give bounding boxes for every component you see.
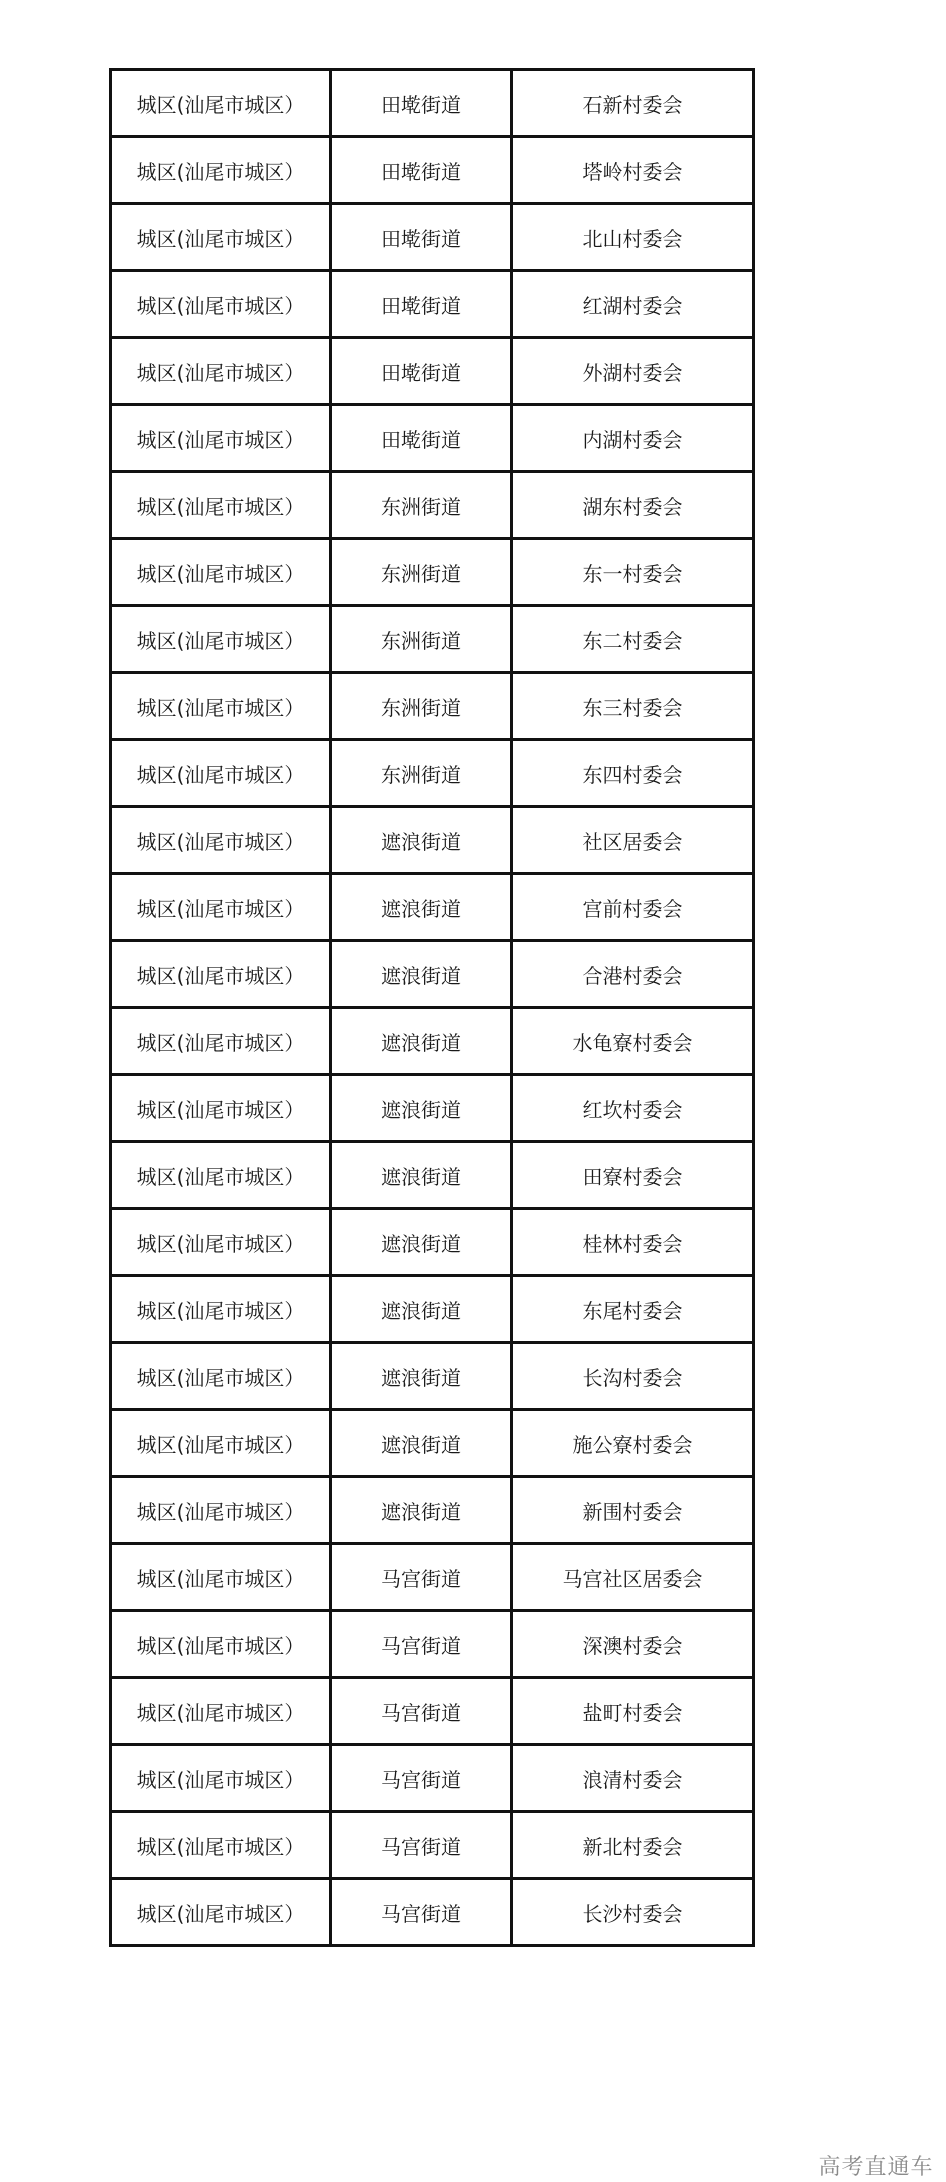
table-row [111,472,754,539]
district-cell: 城区(汕尾市城区） [111,1343,331,1410]
table-row [111,1276,754,1343]
district-cell: 城区(汕尾市城区） [111,1276,331,1343]
district-cell: 城区(汕尾市城区） [111,1410,331,1477]
committee-cell: 合港村委会 [512,941,754,1008]
street-cell: 东洲街道 [331,606,512,673]
district-cell: 城区(汕尾市城区） [111,137,331,204]
street-cell: 田墘街道 [331,70,512,137]
table-row [111,1745,754,1812]
district-cell: 城区(汕尾市城区） [111,740,331,807]
street-cell: 遮浪街道 [331,1410,512,1477]
district-cell: 城区(汕尾市城区） [111,1209,331,1276]
street-cell: 东洲街道 [331,539,512,606]
street-cell: 田墘街道 [331,405,512,472]
table-row [111,807,754,874]
table-row [111,673,754,740]
street-cell: 马宫街道 [331,1879,512,1946]
table-row [111,1343,754,1410]
table-row [111,70,754,137]
street-cell: 遮浪街道 [331,1209,512,1276]
committee-cell: 东一村委会 [512,539,754,606]
street-cell: 马宫街道 [331,1745,512,1812]
table-row [111,539,754,606]
district-cell: 城区(汕尾市城区） [111,1879,331,1946]
committee-cell: 新北村委会 [512,1812,754,1879]
committee-cell: 宫前村委会 [512,874,754,941]
committee-cell: 长沟村委会 [512,1343,754,1410]
district-cell: 城区(汕尾市城区） [111,271,331,338]
street-cell: 田墘街道 [331,204,512,271]
district-cell: 城区(汕尾市城区） [111,1008,331,1075]
table-row [111,1678,754,1745]
table-row [111,1477,754,1544]
district-cell: 城区(汕尾市城区） [111,874,331,941]
committee-cell: 湖东村委会 [512,472,754,539]
street-cell: 田墘街道 [331,271,512,338]
district-cell: 城区(汕尾市城区） [111,1812,331,1879]
table-row [111,137,754,204]
table-body [111,70,754,1946]
district-cell: 城区(汕尾市城区） [111,673,331,740]
table-row [111,1075,754,1142]
street-cell: 田墘街道 [331,137,512,204]
street-cell: 东洲街道 [331,740,512,807]
committee-cell: 深澳村委会 [512,1611,754,1678]
committee-table [109,68,755,1947]
committee-cell: 石新村委会 [512,70,754,137]
committee-cell: 东三村委会 [512,673,754,740]
street-cell: 遮浪街道 [331,1276,512,1343]
committee-cell: 施公寮村委会 [512,1410,754,1477]
table-row [111,606,754,673]
street-cell: 遮浪街道 [331,1008,512,1075]
district-cell: 城区(汕尾市城区） [111,1611,331,1678]
street-cell: 遮浪街道 [331,941,512,1008]
table-row [111,1544,754,1611]
district-cell: 城区(汕尾市城区） [111,338,331,405]
street-cell: 遮浪街道 [331,1477,512,1544]
street-cell: 东洲街道 [331,673,512,740]
street-cell: 遮浪街道 [331,807,512,874]
district-cell: 城区(汕尾市城区） [111,70,331,137]
committee-cell: 内湖村委会 [512,405,754,472]
table-row [111,1611,754,1678]
committee-cell: 新围村委会 [512,1477,754,1544]
district-cell: 城区(汕尾市城区） [111,1544,331,1611]
table-row [111,271,754,338]
street-cell: 遮浪街道 [331,874,512,941]
committee-cell: 马宫社区居委会 [512,1544,754,1611]
table-row [111,740,754,807]
table-row [111,338,754,405]
committee-cell: 塔岭村委会 [512,137,754,204]
street-cell: 马宫街道 [331,1812,512,1879]
district-cell: 城区(汕尾市城区） [111,1477,331,1544]
street-cell: 遮浪街道 [331,1075,512,1142]
district-cell: 城区(汕尾市城区） [111,1142,331,1209]
table-row [111,1410,754,1477]
committee-cell: 盐町村委会 [512,1678,754,1745]
district-cell: 城区(汕尾市城区） [111,1745,331,1812]
district-cell: 城区(汕尾市城区） [111,941,331,1008]
table-row [111,1008,754,1075]
committee-cell: 桂林村委会 [512,1209,754,1276]
committee-cell: 东四村委会 [512,740,754,807]
district-cell: 城区(汕尾市城区） [111,1075,331,1142]
committee-cell: 东二村委会 [512,606,754,673]
committee-cell: 外湖村委会 [512,338,754,405]
table-row [111,1879,754,1946]
table-row [111,1209,754,1276]
committee-cell: 北山村委会 [512,204,754,271]
street-cell: 马宫街道 [331,1611,512,1678]
district-cell: 城区(汕尾市城区） [111,539,331,606]
table-row [111,874,754,941]
committee-cell: 红坎村委会 [512,1075,754,1142]
table-row [111,941,754,1008]
district-cell: 城区(汕尾市城区） [111,807,331,874]
committee-cell: 社区居委会 [512,807,754,874]
committee-cell: 红湖村委会 [512,271,754,338]
district-cell: 城区(汕尾市城区） [111,204,331,271]
district-cell: 城区(汕尾市城区） [111,472,331,539]
street-cell: 马宫街道 [331,1678,512,1745]
table-row [111,405,754,472]
watermark-text: 高考直通车 [818,2155,934,2180]
district-cell: 城区(汕尾市城区） [111,405,331,472]
committee-cell: 田寮村委会 [512,1142,754,1209]
district-cell: 城区(汕尾市城区） [111,1678,331,1745]
committee-cell: 浪清村委会 [512,1745,754,1812]
district-cell: 城区(汕尾市城区） [111,606,331,673]
table-row [111,1142,754,1209]
table-row [111,1812,754,1879]
committee-cell: 长沙村委会 [512,1879,754,1946]
street-cell: 东洲街道 [331,472,512,539]
street-cell: 田墘街道 [331,338,512,405]
committee-cell: 东尾村委会 [512,1276,754,1343]
table-row [111,204,754,271]
street-cell: 马宫街道 [331,1544,512,1611]
street-cell: 遮浪街道 [331,1343,512,1410]
street-cell: 遮浪街道 [331,1142,512,1209]
committee-cell: 水龟寮村委会 [512,1008,754,1075]
